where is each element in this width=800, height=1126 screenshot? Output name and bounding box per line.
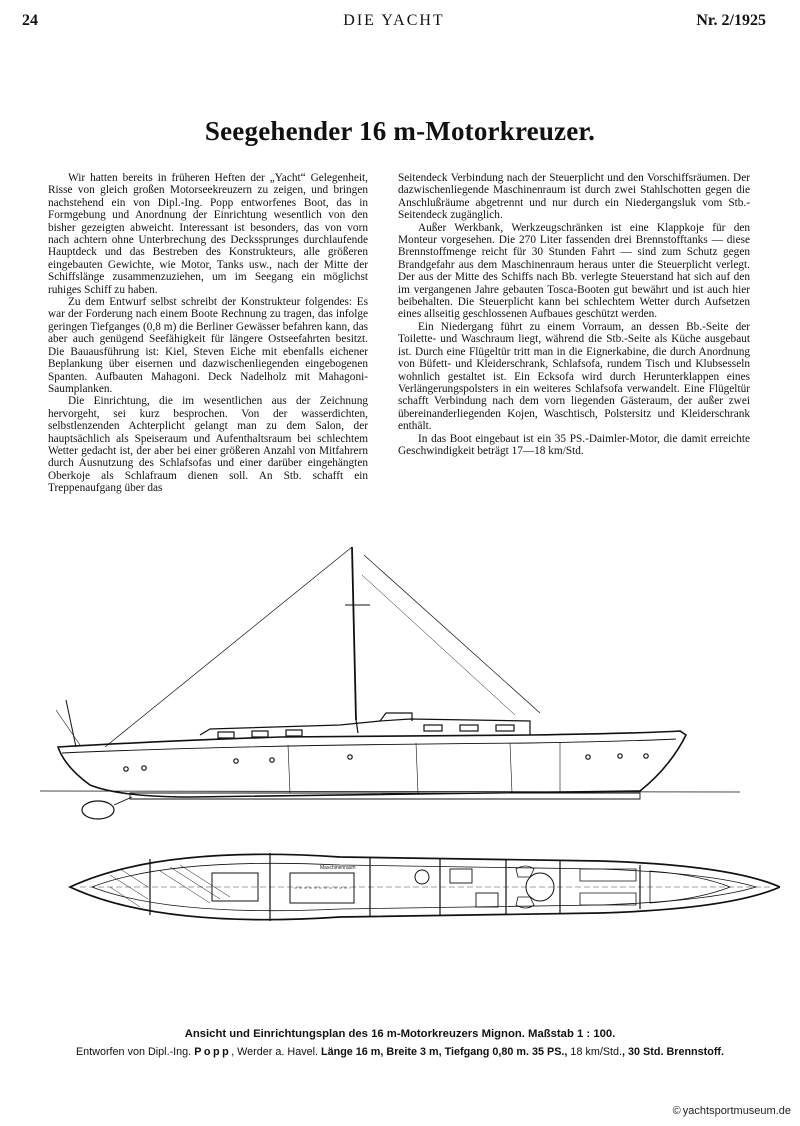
paragraph: Wir hatten bereits in früheren Heften der „Yacht“ Gelegenheit, Risse von gleich großen Motorseekreuzern zu zeigen, und bringen nachstehend ein von Dipl.-Ing. Popp entworfenes Boot, das in Formgebung und Anordnung der Einrichtung wesentlich von den bisher gezeigten abweicht. Interessant ist besonders, das von vorn nach achtern ohne Unterbrechung des Deckssprunges durchlaufende Hauptdeck und das Bestreben des Konstrukteurs, alle größeren eingebauten Gewichte, wie Motor, Tanks usw., nach der Mitte der Schiffslänge zusammenzuziehen, um im Seegang ein möglichst ruhiges Schiff zu haben. [48,172,368,296]
figure-caption [0,1028,800,1040]
credit-name: Popp [194,1046,232,1058]
side-elevation [40,547,740,819]
paragraph: Außer Werkbank, Werkzeugschränken ist eine Klappkoje für den Monteur vorgesehen. Die 270 Liter fassenden drei Brennstofftanks — diese Brennstoffmenge reicht für 30 Stunden Fahrt — sind zum Schutz gegen Brandgefahr aus dem Maschinenraum heraus unter die Steuerplicht verlegt. Der aus der Mitte des Schiffs nach Bb. verlegte Steuerstand hat sich auf den im vergangenen Jahre gebauten Tosca-Booten gut bewährt und ist auch hier beibehalten. Die Steuerplicht kann bei schlechtem Wetter durch Aufsetzen eines allseitig geschlossenen Aufbaues geschützt werden. [398,221,750,321]
credit-speed: 18 km/Std. [567,1046,623,1058]
journal-title: DIE YACHT [343,12,445,29]
figure-credit [0,1046,800,1058]
caption-scale: Maßstab 1 : 100. [528,1028,616,1040]
credit-place: , Werder a. Havel. [231,1046,318,1058]
caption-main: Ansicht und Einrichtungsplan des 16 m-Motorkreuzers Mignon. [184,1028,525,1040]
paragraph: Die Einrichtung, die im wesentlichen aus der Zeichnung hervorgeht, sei kurz besprochen. Von der wasserdichten, selbstlenzenden Achterplicht gelangt man zu dem Salon, der hauptsächlich als Speiseraum und Aufenthaltsraum bei schlechtem Wetter gedacht ist, der aber bei einer größeren Anzahl von Mitfahrern durch Ausnutzung des Schlafsofas und einer darüber eingehängten Oberkoje als Schlafraum dienen soll. An Stb. schafft ein Treppenaufgang über das [48,395,368,495]
paragraph: Ein Niedergang führt zu einem Vorraum, an dessen Bb.-Seite der Toilette- und Waschraum liegt, während die Stb.-Seite als Küche ausgebaut ist. Durch eine Flügeltür tritt man in die Eignerkabine, die durch Anordnung von Büfett- und Kleiderschrank, Schlafsofa, rundem Tisch und Klubsesseln wohnlich gestaltet ist. Ein Ecksofa wird durch Herunterklappen eines Verlängerungspolsters in ein weiteres Schlafsofa verwandelt. Eine Flügeltür schafft Verbindung nach dem vorn liegenden Gästeraum, der außer zwei übereinanderliegenden Kojen, Waschtisch, Polstersitz und Kleiderschrank enthält. [398,320,750,433]
paragraph: Zu dem Entwurf selbst schreibt der Konstrukteur folgendes: Es war der Forderung nach einem Boote Rechnung zu tragen, das infolge geringen Tiefganges (0,8 m) die Berliner Gewässer befahren kann, das aber auch genügend Seefähigkeit für längere Ostseefahrten besitzt. Die Bauausführung ist: Kiel, Steven Eiche mit ebenfalls eichener Beplankung über eisernen und dazwischenliegenden eingebogenen Spanten. Aufbauten Mahagoni. Deck Nadelholz mit Mahagoni-Saumplanken. [48,296,368,395]
copyright-symbol: © [672,1105,681,1117]
article-title: Seegehender 16 m-Motorkreuzer. [204,116,596,146]
credit-fuel: , 30 Std. Brennstoff. [622,1046,725,1058]
right-column [398,172,750,457]
boat-drawing [40,535,780,1025]
issue-number: Nr. 2/1925 [696,12,766,29]
deck-plan [70,853,780,921]
paragraph: Seitendeck Verbindung nach der Steuerplicht und den Vorschiffsräumen. Der dazwischenliegende Maschinenraum ist durch zwei Stahlschotten gegen die Anschlußräume abgetrennt und nur durch ein Niedergangsluk vom Stb.-Seitendeck zugänglich. [398,172,750,222]
plan-label: Maschinenraum [320,865,356,871]
paragraph: In das Boot eingebaut ist ein 35 PS.-Daimler-Motor, die damit erreichte Geschwindigkeit beträgt 17—18 km/Std. [398,432,750,457]
watermark [670,1104,794,1118]
credit-specs: Länge 16 m, Breite 3 m, Tiefgang 0,80 m. 35 PS., [321,1046,568,1058]
page-number: 24 [22,12,38,29]
credit-prefix: Entworfen von Dipl.-Ing. [75,1046,192,1058]
left-column [48,172,368,495]
watermark-text: yachtsportmuseum.de [682,1105,791,1117]
page-header [22,12,766,34]
